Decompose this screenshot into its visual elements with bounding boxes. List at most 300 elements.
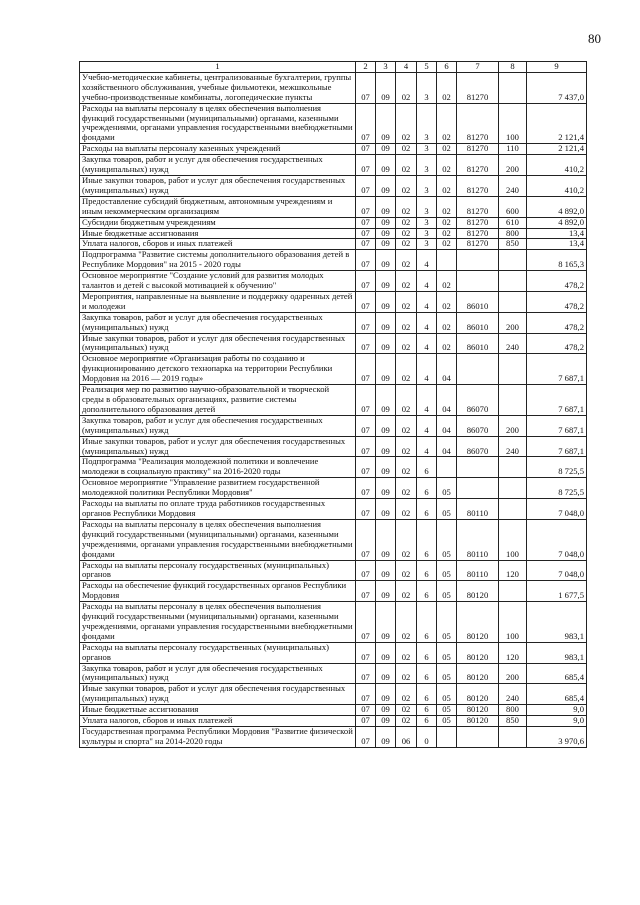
code-cell: 80110: [457, 499, 499, 520]
code-cell: 4: [417, 291, 437, 312]
code-cell: [499, 499, 527, 520]
code-cell: 02: [437, 333, 457, 354]
code-cell: 09: [376, 312, 396, 333]
code-cell: 02: [396, 144, 417, 155]
code-cell: 6: [417, 716, 437, 727]
amount-cell: 7 048,0: [527, 499, 587, 520]
code-cell: 09: [376, 684, 396, 705]
code-cell: 09: [376, 436, 396, 457]
code-cell: 240: [499, 175, 527, 196]
code-cell: 02: [396, 705, 417, 716]
code-cell: [437, 727, 457, 748]
code-cell: 02: [437, 175, 457, 196]
code-cell: 86070: [457, 415, 499, 436]
code-cell: 02: [437, 103, 457, 144]
code-cell: 05: [437, 642, 457, 663]
row-name: Учебно-методические кабинеты, централизованные бухгалтерии, группы хозяйственного обслуживания, учебные фильмотеки, межшкольные учебно-производственные комбинаты, логопедические пункты: [80, 72, 356, 103]
code-cell: 02: [396, 155, 417, 176]
amount-cell: 7 048,0: [527, 519, 587, 560]
code-cell: [499, 478, 527, 499]
code-cell: 09: [376, 103, 396, 144]
amount-cell: 7 048,0: [527, 560, 587, 581]
table-row: [80, 385, 587, 416]
page-number: 80: [588, 31, 601, 46]
row-name: Закупка товаров, работ и услуг для обеспечения государственных (муниципальных) нужд: [80, 312, 356, 333]
code-cell: 6: [417, 499, 437, 520]
table-row: [80, 103, 587, 144]
code-cell: 110: [499, 144, 527, 155]
amount-cell: 7 687,1: [527, 436, 587, 457]
table-row: [80, 519, 587, 560]
code-cell: 07: [356, 291, 376, 312]
row-name: Субсидии бюджетным учреждениям: [80, 217, 356, 228]
code-cell: 02: [396, 457, 417, 478]
row-name: Иные бюджетные ассигнования: [80, 228, 356, 239]
row-name: Основное мероприятие "Создание условий для развития молодых талантов и детей с высокой мотивацией к обучению": [80, 271, 356, 292]
amount-cell: 7 687,1: [527, 415, 587, 436]
code-cell: 07: [356, 72, 376, 103]
column-header: 3: [376, 62, 396, 73]
code-cell: 3: [417, 239, 437, 250]
code-cell: 07: [356, 354, 376, 385]
code-cell: 02: [396, 239, 417, 250]
code-cell: 07: [356, 519, 376, 560]
code-cell: [499, 581, 527, 602]
code-cell: 09: [376, 663, 396, 684]
code-cell: 07: [356, 727, 376, 748]
column-header: 8: [499, 62, 527, 73]
code-cell: 3: [417, 217, 437, 228]
code-cell: 07: [356, 436, 376, 457]
row-name: Иные закупки товаров, работ и услуг для обеспечения государственных (муниципальных) нужд: [80, 436, 356, 457]
row-name: Иные бюджетные ассигнования: [80, 705, 356, 716]
code-cell: [437, 250, 457, 271]
table-row: [80, 663, 587, 684]
row-name: Расходы на выплаты по оплате труда работников государственных органов Республики Мордовия: [80, 499, 356, 520]
code-cell: 05: [437, 519, 457, 560]
table-row: [80, 642, 587, 663]
code-cell: 3: [417, 103, 437, 144]
code-cell: 81270: [457, 72, 499, 103]
amount-cell: 7 437,0: [527, 72, 587, 103]
row-name: Иные закупки товаров, работ и услуг для обеспечения государственных (муниципальных) нужд: [80, 175, 356, 196]
code-cell: 02: [437, 228, 457, 239]
table-row: [80, 72, 587, 103]
code-cell: [457, 354, 499, 385]
code-cell: 02: [396, 716, 417, 727]
code-cell: 02: [396, 196, 417, 217]
code-cell: [499, 457, 527, 478]
code-cell: 80120: [457, 663, 499, 684]
code-cell: 09: [376, 727, 396, 748]
code-cell: 07: [356, 333, 376, 354]
row-name: Расходы на выплаты персоналу государственных (муниципальных) органов: [80, 560, 356, 581]
column-header: 7: [457, 62, 499, 73]
code-cell: 02: [396, 663, 417, 684]
code-cell: 02: [437, 312, 457, 333]
code-cell: 600: [499, 196, 527, 217]
code-cell: 850: [499, 716, 527, 727]
column-header: 1: [80, 62, 356, 73]
code-cell: 4: [417, 250, 437, 271]
amount-cell: 13,4: [527, 228, 587, 239]
table-row: [80, 705, 587, 716]
code-cell: 4: [417, 312, 437, 333]
code-cell: 07: [356, 239, 376, 250]
table-row: [80, 581, 587, 602]
code-cell: 09: [376, 457, 396, 478]
code-cell: [499, 385, 527, 416]
code-cell: 6: [417, 519, 437, 560]
code-cell: 81270: [457, 217, 499, 228]
code-cell: 09: [376, 72, 396, 103]
table-row: [80, 291, 587, 312]
code-cell: 200: [499, 663, 527, 684]
code-cell: 02: [437, 239, 457, 250]
row-name: Расходы на выплаты персоналу казенных учреждений: [80, 144, 356, 155]
code-cell: 02: [396, 642, 417, 663]
column-header: 6: [437, 62, 457, 73]
code-cell: 04: [437, 354, 457, 385]
amount-cell: 1 677,5: [527, 581, 587, 602]
code-cell: 09: [376, 415, 396, 436]
code-cell: 6: [417, 705, 437, 716]
code-cell: 07: [356, 144, 376, 155]
code-cell: 3: [417, 228, 437, 239]
row-name: Расходы на выплаты персоналу в целях обеспечения выполнения функций государственными (муниципальными) органами, казенными учреждениями, органами управления государственными внебюджетными фондами: [80, 519, 356, 560]
table-row: [80, 560, 587, 581]
row-name: Закупка товаров, работ и услуг для обеспечения государственных (муниципальных) нужд: [80, 663, 356, 684]
code-cell: [499, 72, 527, 103]
code-cell: 07: [356, 602, 376, 643]
code-cell: 4: [417, 385, 437, 416]
code-cell: 09: [376, 519, 396, 560]
code-cell: 05: [437, 684, 457, 705]
code-cell: 02: [437, 72, 457, 103]
code-cell: 240: [499, 436, 527, 457]
code-cell: 02: [396, 602, 417, 643]
code-cell: 07: [356, 385, 376, 416]
table-row: [80, 499, 587, 520]
code-cell: 09: [376, 602, 396, 643]
code-cell: [437, 457, 457, 478]
table-row: [80, 155, 587, 176]
amount-cell: 8 725,5: [527, 478, 587, 499]
code-cell: 80110: [457, 519, 499, 560]
code-cell: 02: [396, 271, 417, 292]
amount-cell: 8 165,3: [527, 250, 587, 271]
table-row: [80, 684, 587, 705]
code-cell: 02: [396, 684, 417, 705]
amount-cell: 4 892,0: [527, 217, 587, 228]
code-cell: 07: [356, 642, 376, 663]
amount-cell: 8 725,5: [527, 457, 587, 478]
column-header: 4: [396, 62, 417, 73]
table-row: [80, 175, 587, 196]
table-row: [80, 250, 587, 271]
code-cell: 02: [396, 228, 417, 239]
code-cell: 02: [437, 271, 457, 292]
code-cell: 80120: [457, 581, 499, 602]
code-cell: 81270: [457, 196, 499, 217]
amount-cell: 410,2: [527, 155, 587, 176]
code-cell: 05: [437, 499, 457, 520]
code-cell: 81270: [457, 103, 499, 144]
code-cell: 610: [499, 217, 527, 228]
table-row: [80, 312, 587, 333]
table-row: [80, 727, 587, 748]
code-cell: 200: [499, 312, 527, 333]
code-cell: 09: [376, 144, 396, 155]
code-cell: 09: [376, 196, 396, 217]
amount-cell: 685,4: [527, 663, 587, 684]
code-cell: 120: [499, 560, 527, 581]
code-cell: 100: [499, 519, 527, 560]
code-cell: 05: [437, 478, 457, 499]
code-cell: 200: [499, 155, 527, 176]
code-cell: 3: [417, 175, 437, 196]
code-cell: 3: [417, 144, 437, 155]
row-name: Закупка товаров, работ и услуг для обеспечения государственных (муниципальных) нужд: [80, 155, 356, 176]
code-cell: 81270: [457, 155, 499, 176]
code-cell: 09: [376, 155, 396, 176]
row-name: Закупка товаров, работ и услуг для обеспечения государственных (муниципальных) нужд: [80, 415, 356, 436]
code-cell: 6: [417, 642, 437, 663]
table-row: [80, 415, 587, 436]
code-cell: 86010: [457, 291, 499, 312]
code-cell: [499, 271, 527, 292]
table-row: [80, 602, 587, 643]
code-cell: 07: [356, 196, 376, 217]
code-cell: 07: [356, 103, 376, 144]
amount-cell: 410,2: [527, 175, 587, 196]
code-cell: 07: [356, 478, 376, 499]
amount-cell: 2 121,4: [527, 144, 587, 155]
code-cell: 05: [437, 716, 457, 727]
amount-cell: 478,2: [527, 291, 587, 312]
table-row: [80, 457, 587, 478]
code-cell: 800: [499, 228, 527, 239]
code-cell: 05: [437, 663, 457, 684]
code-cell: 07: [356, 705, 376, 716]
code-cell: 04: [437, 415, 457, 436]
row-name: Расходы на выплаты персоналу государственных (муниципальных) органов: [80, 642, 356, 663]
code-cell: [457, 271, 499, 292]
code-cell: 07: [356, 217, 376, 228]
amount-cell: 983,1: [527, 642, 587, 663]
code-cell: 02: [437, 144, 457, 155]
code-cell: 02: [396, 436, 417, 457]
code-cell: 09: [376, 333, 396, 354]
code-cell: 07: [356, 312, 376, 333]
code-cell: 02: [396, 72, 417, 103]
code-cell: 4: [417, 436, 437, 457]
code-cell: 09: [376, 250, 396, 271]
code-cell: 09: [376, 581, 396, 602]
code-cell: 07: [356, 684, 376, 705]
code-cell: 07: [356, 499, 376, 520]
code-cell: 02: [396, 312, 417, 333]
table-row: [80, 478, 587, 499]
code-cell: 04: [437, 385, 457, 416]
code-cell: 07: [356, 581, 376, 602]
row-name: Расходы на выплаты персоналу в целях обеспечения выполнения функций государственными (муниципальными) органами, казенными учреждениями, органами управления государственными внебюджетными фондами: [80, 602, 356, 643]
row-name: Государственная программа Республики Мордовия "Развитие физической культуры и спорта" на 2014-2020 годы: [80, 727, 356, 748]
code-cell: [457, 457, 499, 478]
table-row: [80, 436, 587, 457]
code-cell: 02: [437, 196, 457, 217]
code-cell: 09: [376, 716, 396, 727]
code-cell: 80120: [457, 705, 499, 716]
code-cell: 09: [376, 705, 396, 716]
code-cell: 02: [396, 250, 417, 271]
code-cell: 6: [417, 663, 437, 684]
code-cell: 09: [376, 385, 396, 416]
code-cell: 80120: [457, 684, 499, 705]
code-cell: 09: [376, 228, 396, 239]
row-name: Основное мероприятие «Организация работы по созданию и функционированию детского технопарка на территории Республики Мордовия на 2016 — 2019 годы»: [80, 354, 356, 385]
code-cell: 09: [376, 478, 396, 499]
code-cell: 09: [376, 175, 396, 196]
code-cell: 02: [396, 354, 417, 385]
code-cell: 07: [356, 250, 376, 271]
amount-cell: 7 687,1: [527, 385, 587, 416]
code-cell: 04: [437, 436, 457, 457]
code-cell: 6: [417, 560, 437, 581]
code-cell: 02: [437, 291, 457, 312]
table-row: [80, 228, 587, 239]
code-cell: 02: [396, 519, 417, 560]
code-cell: 100: [499, 103, 527, 144]
code-cell: 02: [396, 291, 417, 312]
code-cell: 120: [499, 642, 527, 663]
code-cell: 09: [376, 642, 396, 663]
table-row: [80, 196, 587, 217]
code-cell: 07: [356, 716, 376, 727]
code-cell: 06: [396, 727, 417, 748]
code-cell: 800: [499, 705, 527, 716]
code-cell: 02: [396, 385, 417, 416]
budget-table: [79, 61, 587, 748]
table-row: [80, 716, 587, 727]
code-cell: 4: [417, 333, 437, 354]
code-cell: [499, 354, 527, 385]
table-row: [80, 144, 587, 155]
code-cell: 09: [376, 354, 396, 385]
amount-cell: 685,4: [527, 684, 587, 705]
amount-cell: 478,2: [527, 333, 587, 354]
code-cell: 80120: [457, 642, 499, 663]
row-name: Расходы на выплаты персоналу в целях обеспечения выполнения функций государственными (муниципальными) органами, казенными учреждениями, органами управления государственными внебюджетными фондами: [80, 103, 356, 144]
code-cell: 81270: [457, 228, 499, 239]
code-cell: 05: [437, 581, 457, 602]
code-cell: 02: [396, 499, 417, 520]
amount-cell: 7 687,1: [527, 354, 587, 385]
amount-cell: 478,2: [527, 271, 587, 292]
column-header: 2: [356, 62, 376, 73]
code-cell: 4: [417, 415, 437, 436]
code-cell: 80120: [457, 716, 499, 727]
code-cell: 09: [376, 560, 396, 581]
amount-cell: 4 892,0: [527, 196, 587, 217]
code-cell: 240: [499, 333, 527, 354]
column-header: 5: [417, 62, 437, 73]
code-cell: 07: [356, 271, 376, 292]
code-cell: 07: [356, 228, 376, 239]
row-name: Мероприятия, направленные на выявление и поддержку одаренных детей и молодежи: [80, 291, 356, 312]
table-row: [80, 217, 587, 228]
code-cell: 6: [417, 457, 437, 478]
code-cell: 02: [396, 415, 417, 436]
row-name: Иные закупки товаров, работ и услуг для обеспечения государственных (муниципальных) нужд: [80, 684, 356, 705]
column-header: 9: [527, 62, 587, 73]
row-name: Подпрограмма "Развитие системы дополнительного образования детей в Республике Мордовия" на 2015 - 2020 годы: [80, 250, 356, 271]
code-cell: 02: [396, 560, 417, 581]
amount-cell: 9,0: [527, 705, 587, 716]
code-cell: 05: [437, 602, 457, 643]
code-cell: 3: [417, 155, 437, 176]
table-row: [80, 239, 587, 250]
row-name: Реализация мер по развитию научно-образовательной и творческой среды в образовательных организациях, развитие системы дополнительного образования детей: [80, 385, 356, 416]
code-cell: 07: [356, 560, 376, 581]
code-cell: 09: [376, 291, 396, 312]
amount-cell: 983,1: [527, 602, 587, 643]
table-row: [80, 271, 587, 292]
code-cell: 86010: [457, 333, 499, 354]
code-cell: 07: [356, 663, 376, 684]
amount-cell: 478,2: [527, 312, 587, 333]
code-cell: 07: [356, 175, 376, 196]
code-cell: 850: [499, 239, 527, 250]
code-cell: 02: [396, 217, 417, 228]
table-row: [80, 354, 587, 385]
code-cell: 09: [376, 271, 396, 292]
code-cell: 3: [417, 72, 437, 103]
code-cell: 02: [396, 478, 417, 499]
code-cell: 02: [396, 333, 417, 354]
code-cell: 07: [356, 155, 376, 176]
code-cell: 07: [356, 415, 376, 436]
code-cell: 6: [417, 478, 437, 499]
code-cell: 4: [417, 271, 437, 292]
amount-cell: 13,4: [527, 239, 587, 250]
code-cell: 05: [437, 560, 457, 581]
code-cell: 02: [437, 155, 457, 176]
code-cell: [499, 727, 527, 748]
code-cell: 4: [417, 354, 437, 385]
row-name: Уплата налогов, сборов и иных платежей: [80, 716, 356, 727]
code-cell: 80110: [457, 560, 499, 581]
row-name: Уплата налогов, сборов и иных платежей: [80, 239, 356, 250]
code-cell: 3: [417, 196, 437, 217]
code-cell: 0: [417, 727, 437, 748]
amount-cell: 3 970,6: [527, 727, 587, 748]
code-cell: 02: [396, 103, 417, 144]
code-cell: 200: [499, 415, 527, 436]
row-name: Основное мероприятие "Управление развитием государственной молодежной политики Республики Мордовия": [80, 478, 356, 499]
code-cell: 81270: [457, 144, 499, 155]
row-name: Расходы на обеспечение функций государственных органов Республики Мордовия: [80, 581, 356, 602]
code-cell: [457, 727, 499, 748]
row-name: Предоставление субсидий бюджетным, автономным учреждениям и иным некоммерческим организациям: [80, 196, 356, 217]
code-cell: 02: [396, 175, 417, 196]
code-cell: 81270: [457, 239, 499, 250]
code-cell: 07: [356, 457, 376, 478]
code-cell: 81270: [457, 175, 499, 196]
code-cell: 09: [376, 239, 396, 250]
code-cell: 86070: [457, 385, 499, 416]
code-cell: 09: [376, 499, 396, 520]
